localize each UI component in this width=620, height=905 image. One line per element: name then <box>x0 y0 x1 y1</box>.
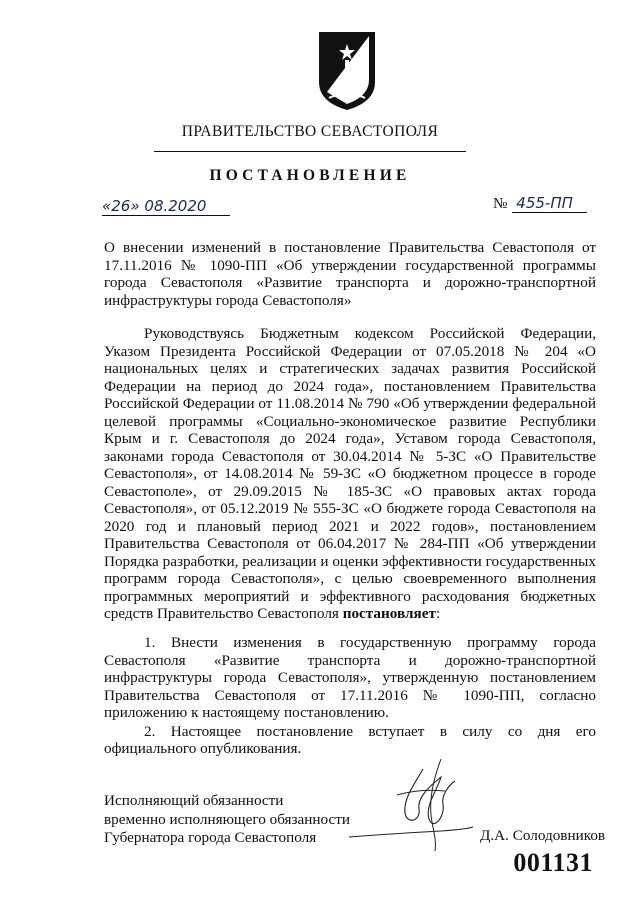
organization-name: ПРАВИТЕЛЬСТВО СЕВАСТОПОЛЯ <box>181 123 439 140</box>
preamble-colon: : <box>435 605 441 622</box>
date-month-year: 08.2020 <box>144 197 207 215</box>
date-day: 26 <box>111 197 131 215</box>
date-close-quote: » <box>130 197 140 215</box>
preamble <box>104 325 596 623</box>
resolution-item: 2. Настоящее постановление вступает в силу со дня его официального опубликования. <box>104 722 596 757</box>
signer-title-line: Исполняющий обязанности <box>104 792 284 809</box>
signer-title-line: временно исполняющего обязанности <box>104 810 351 828</box>
number-value: 455-ПП <box>512 194 587 213</box>
resolves-word: постановляет <box>342 605 436 622</box>
document-subject <box>104 239 596 309</box>
registration-number: 001131 <box>513 848 593 877</box>
header-rule <box>154 151 466 152</box>
signer-title-line: Губернатора города Севастополя <box>104 829 317 846</box>
resolution-item: 1. Внести изменения в государственную программу города Севастополя «Развитие транспорта и дорожно-транспортной инфраструктуры города Севастополя», утвержденную постановлением Правительства Севастополя от 17.11.2016 № 1090-ПП, согласно приложению к настоящему постановлению. <box>104 634 596 721</box>
preamble-text: Руководствуясь Бюджетным кодексом Российской Федерации, Указом Президента Российской Федерации от 07.05.2018 № 204 «О национальных целях и стратегических задачах развития Российской Федерации на период до 2024 года», постановлением Правительства Российской Федерации от 11.08.2014 № 790 «Об утверждении федеральной целевой программы «Социально-экономическое развитие Республики Крым и г. Севастополя до 2024 года», Уставом города Севастополя, законами города Севастополя от 30.04.2014 № 5-ЗС «О Правительстве Севастополя», от 14.08.2014 № 59-ЗС «О бюджетном процессе в городе Севастополе», от 29.09.2015 № 185-ЗС «О правовых актах города Севастополя», от 05.12.2019 № 555-ЗС «О бюджете города Севастополя на 2020 год и плановый период 2021 и 2022 годов», постановлением Правительства Севастополя от 06.04.2017 № 284-ПП «Об утверждении Порядка разработки, реализации и оценки эффективности государственных программ города Севастополя», с целью своевременного выполнения программных мероприятий и эффективного расходования бюджетных средств Правительство Севастополя <box>104 325 596 622</box>
document-date <box>102 197 232 219</box>
preamble-paragraph <box>104 325 596 623</box>
handwritten-signature <box>345 755 475 855</box>
resolution-items <box>104 634 596 758</box>
number-sign: № <box>493 195 508 212</box>
document-number <box>493 194 593 213</box>
signer-title <box>104 792 350 848</box>
coat-of-arms-emblem <box>317 30 377 112</box>
date-open-quote: « <box>102 197 112 215</box>
document-type-title: ПОСТАНОВЛЕНИЕ <box>209 167 411 184</box>
date-underline <box>102 197 230 216</box>
signer-name: Д.А. Солодовников <box>480 827 606 844</box>
subject-text: О внесении изменений в постановление Правительства Севастополя от 17.11.2016 № 1090-ПП «Об утверждении государственной программы города Севастополя «Развитие транспорта и дорожно-транспортной инфраструктуры города Севастополя» <box>104 239 596 309</box>
